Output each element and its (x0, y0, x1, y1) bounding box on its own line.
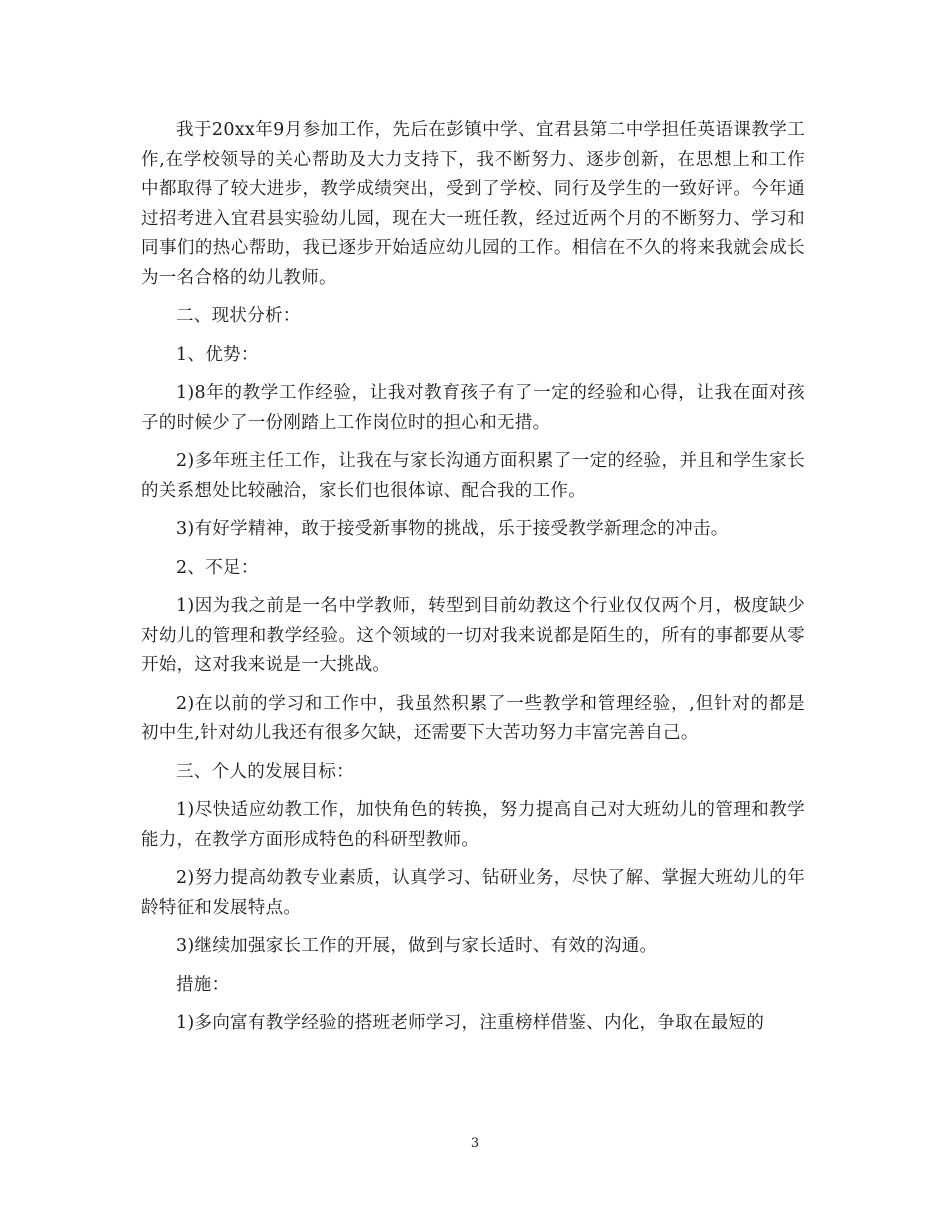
paragraph-weakness-1: 1)因为我之前是一名中学教师，转型到目前幼教这个行业仅仅两个月，极度缺少对幼儿的管理和教学经验。这个领域的一切对我来说都是陌生的，所有的事都要从零开始，这对我来说是一大挑战。 (141, 596, 805, 675)
page-number: 3 (470, 1136, 480, 1151)
paragraph-goal-2: 2)努力提高幼教专业素质，认真学习、钻研业务，尽快了解、掌握大班幼儿的年龄特征和发展特点。 (141, 868, 805, 918)
paragraph-goal-1: 1)尽快适应幼教工作，加快角色的转换，努力提高自己对大班幼儿的管理和教学能力，在教学方面形成特色的科研型教师。 (141, 800, 805, 850)
paragraph-strength-1: 1)8年的教学工作经验，让我对教育孩子有了一定的经验和心得，让我在面对孩子的时候少了一份刚踏上工作岗位时的担心和无措。 (141, 383, 805, 433)
paragraph-strength-2: 2)多年班主任工作，让我在与家长沟通方面积累了一定的经验，并且和学生家长的关系想处比较融洽，家长们也很体谅、配合我的工作。 (141, 451, 805, 501)
heading-measures: 措施： (176, 974, 230, 995)
paragraph-measure-1: 1)多向富有教学经验的搭班老师学习，注重榜样借鉴、内化，争取在最短的 (176, 1013, 765, 1033)
paragraph-intro: 我于20xx年9月参加工作，先后在彭镇中学、宜君县第二中学担任英语课教学工作,在学校领导的关心帮助及大力支持下，我不断努力、逐步创新，在思想上和工作中都取得了较大进步，教学成绩突出，受到了学校、同行及学生的一致好评。今年通过招考进入宜君县实验幼儿园，现在大一班任教，经过近两个月的不断努力、学习和同事们的热心帮助，我已逐步开始适应幼儿园的工作。相信在不久的将来我就会成长为一名合格的幼儿教师。 (141, 120, 805, 288)
heading-strengths: 1、优势： (176, 344, 259, 365)
heading-development-goals: 三、个人的发展目标： (176, 761, 354, 782)
heading-weaknesses: 2、不足： (176, 557, 259, 578)
heading-status-analysis: 二、现状分析： (176, 306, 301, 326)
paragraph-goal-3: 3)继续加强家长工作的开展，做到与家长适时、有效的沟通。 (176, 936, 658, 956)
paragraph-weakness-2: 2)在以前的学习和工作中，我虽然积累了一些教学和管理经验，,但针对的都是初中生,针对幼儿我还有很多欠缺，还需要下大苦功努力丰富完善自己。 (141, 693, 805, 743)
document-body (141, 116, 805, 1048)
paragraph-strength-3: 3)有好学精神，敢于接受新事物的挑战，乐于接受教学新理念的冲击。 (176, 519, 729, 539)
